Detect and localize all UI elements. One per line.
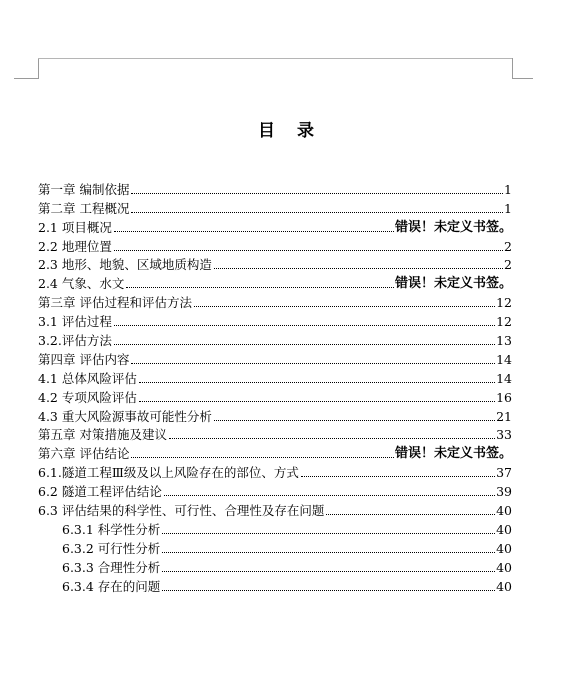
toc-entry[interactable] xyxy=(38,424,512,443)
toc-entry-page: 40 xyxy=(496,578,512,594)
toc-entry-label: 3.1 评估过程 xyxy=(38,314,112,330)
toc-entry[interactable] xyxy=(38,386,512,405)
toc-entry[interactable] xyxy=(38,254,512,273)
toc-dot-leader xyxy=(131,212,503,213)
toc-dot-leader xyxy=(194,306,495,307)
toc-dot-leader xyxy=(131,363,495,364)
toc-entry-label: 第三章 评估过程和评估方法 xyxy=(38,295,192,311)
toc-entry-label: 3.2.评估方法 xyxy=(38,333,112,349)
toc-title: 目 录 xyxy=(258,121,322,141)
toc-entry-page: 14 xyxy=(496,351,512,367)
toc-entry[interactable] xyxy=(38,348,512,367)
toc-entry[interactable] xyxy=(38,461,512,480)
toc-entry-label: 2.4 气象、水文 xyxy=(38,276,125,292)
toc-dot-leader xyxy=(114,250,503,251)
toc-entry[interactable] xyxy=(38,442,512,461)
toc-entry-page: 12 xyxy=(496,314,512,330)
toc-entry[interactable] xyxy=(38,329,512,348)
page-corner-mark-right xyxy=(512,58,533,79)
toc-entry-page: 错误！未定义书签。 xyxy=(394,446,512,462)
toc-entry-label: 6.3.4 存在的问题 xyxy=(62,578,161,594)
toc-entry-label: 第六章 评估结论 xyxy=(38,446,130,462)
toc-entry-label: 6.3.1 科学性分析 xyxy=(62,521,161,537)
toc-dot-leader xyxy=(162,552,495,553)
toc-dot-leader xyxy=(162,571,495,572)
toc-entry-page: 2 xyxy=(504,257,512,273)
toc-entry-page: 1 xyxy=(504,200,512,216)
toc-dot-leader xyxy=(162,533,495,534)
toc-entry[interactable] xyxy=(38,575,512,594)
toc-entry[interactable] xyxy=(38,216,512,235)
toc-entry-page: 14 xyxy=(496,370,512,386)
toc-entry[interactable] xyxy=(38,537,512,556)
page-corner-mark-left xyxy=(14,58,39,79)
toc-entry[interactable] xyxy=(38,480,512,499)
toc-entry-page: 39 xyxy=(496,484,512,500)
toc-dot-leader xyxy=(164,495,495,496)
toc-entry-label: 6.3.3 合理性分析 xyxy=(62,559,161,575)
toc-entry-page: 16 xyxy=(496,389,512,405)
toc-entry-label: 4.2 专项风险评估 xyxy=(38,389,137,405)
toc-entry[interactable] xyxy=(38,518,512,537)
toc-entry-label: 2.3 地形、地貌、区域地质构造 xyxy=(38,257,212,273)
toc-entry[interactable] xyxy=(38,272,512,291)
toc-entry-label: 第二章 工程概况 xyxy=(38,200,130,216)
toc-dot-leader xyxy=(169,438,495,439)
toc-dot-leader xyxy=(214,268,503,269)
toc-entry-label: 第四章 评估内容 xyxy=(38,351,130,367)
toc-dot-leader xyxy=(301,476,495,477)
toc-entry-page: 1 xyxy=(504,181,512,197)
table-of-contents xyxy=(38,178,512,594)
toc-dot-leader xyxy=(162,590,495,591)
toc-entry[interactable] xyxy=(38,197,512,216)
toc-entry-page: 2 xyxy=(504,238,512,254)
toc-entry[interactable] xyxy=(38,310,512,329)
page-top-margin-line xyxy=(38,58,512,59)
toc-entry-page: 40 xyxy=(496,540,512,556)
toc-entry[interactable] xyxy=(38,367,512,386)
toc-entry[interactable] xyxy=(38,556,512,575)
toc-dot-leader xyxy=(139,382,495,383)
toc-entry-page: 错误！未定义书签。 xyxy=(394,219,512,235)
toc-entry[interactable] xyxy=(38,405,512,424)
toc-entry-page: 错误！未定义书签。 xyxy=(394,276,512,292)
toc-entry-page: 12 xyxy=(496,295,512,311)
toc-entry-page: 33 xyxy=(496,427,512,443)
toc-entry[interactable] xyxy=(38,235,512,254)
toc-dot-leader xyxy=(139,401,495,402)
toc-entry-page: 40 xyxy=(496,521,512,537)
toc-dot-leader xyxy=(114,325,495,326)
toc-entry-page: 21 xyxy=(496,408,512,424)
toc-dot-leader xyxy=(114,344,495,345)
toc-dot-leader xyxy=(131,457,394,458)
toc-entry-label: 2.2 地理位置 xyxy=(38,238,112,254)
toc-dot-leader xyxy=(114,231,394,232)
toc-entry-page: 13 xyxy=(496,333,512,349)
toc-entry-page: 40 xyxy=(496,559,512,575)
toc-entry-page: 40 xyxy=(496,503,512,519)
toc-entry-label: 6.2 隧道工程评估结论 xyxy=(38,484,162,500)
toc-entry-label: 第五章 对策措施及建议 xyxy=(38,427,167,443)
toc-entry-label: 第一章 编制依据 xyxy=(38,181,130,197)
toc-entry-label: 2.1 项目概况 xyxy=(38,219,112,235)
toc-entry-label: 4.1 总体风险评估 xyxy=(38,370,137,386)
toc-dot-leader xyxy=(214,420,495,421)
toc-entry-label: 6.3.2 可行性分析 xyxy=(62,540,161,556)
toc-entry[interactable] xyxy=(38,178,512,197)
toc-dot-leader xyxy=(326,514,495,515)
toc-entry-label: 6.1.隧道工程Ⅲ级及以上风险存在的部位、方式 xyxy=(38,465,299,481)
toc-entry[interactable] xyxy=(38,291,512,310)
toc-entry-label: 6.3 评估结果的科学性、可行性、合理性及存在问题 xyxy=(38,503,325,519)
toc-dot-leader xyxy=(126,287,394,288)
toc-entry[interactable] xyxy=(38,499,512,518)
toc-dot-leader xyxy=(131,193,503,194)
toc-entry-label: 4.3 重大风险源事故可能性分析 xyxy=(38,408,212,424)
toc-entry-page: 37 xyxy=(496,465,512,481)
